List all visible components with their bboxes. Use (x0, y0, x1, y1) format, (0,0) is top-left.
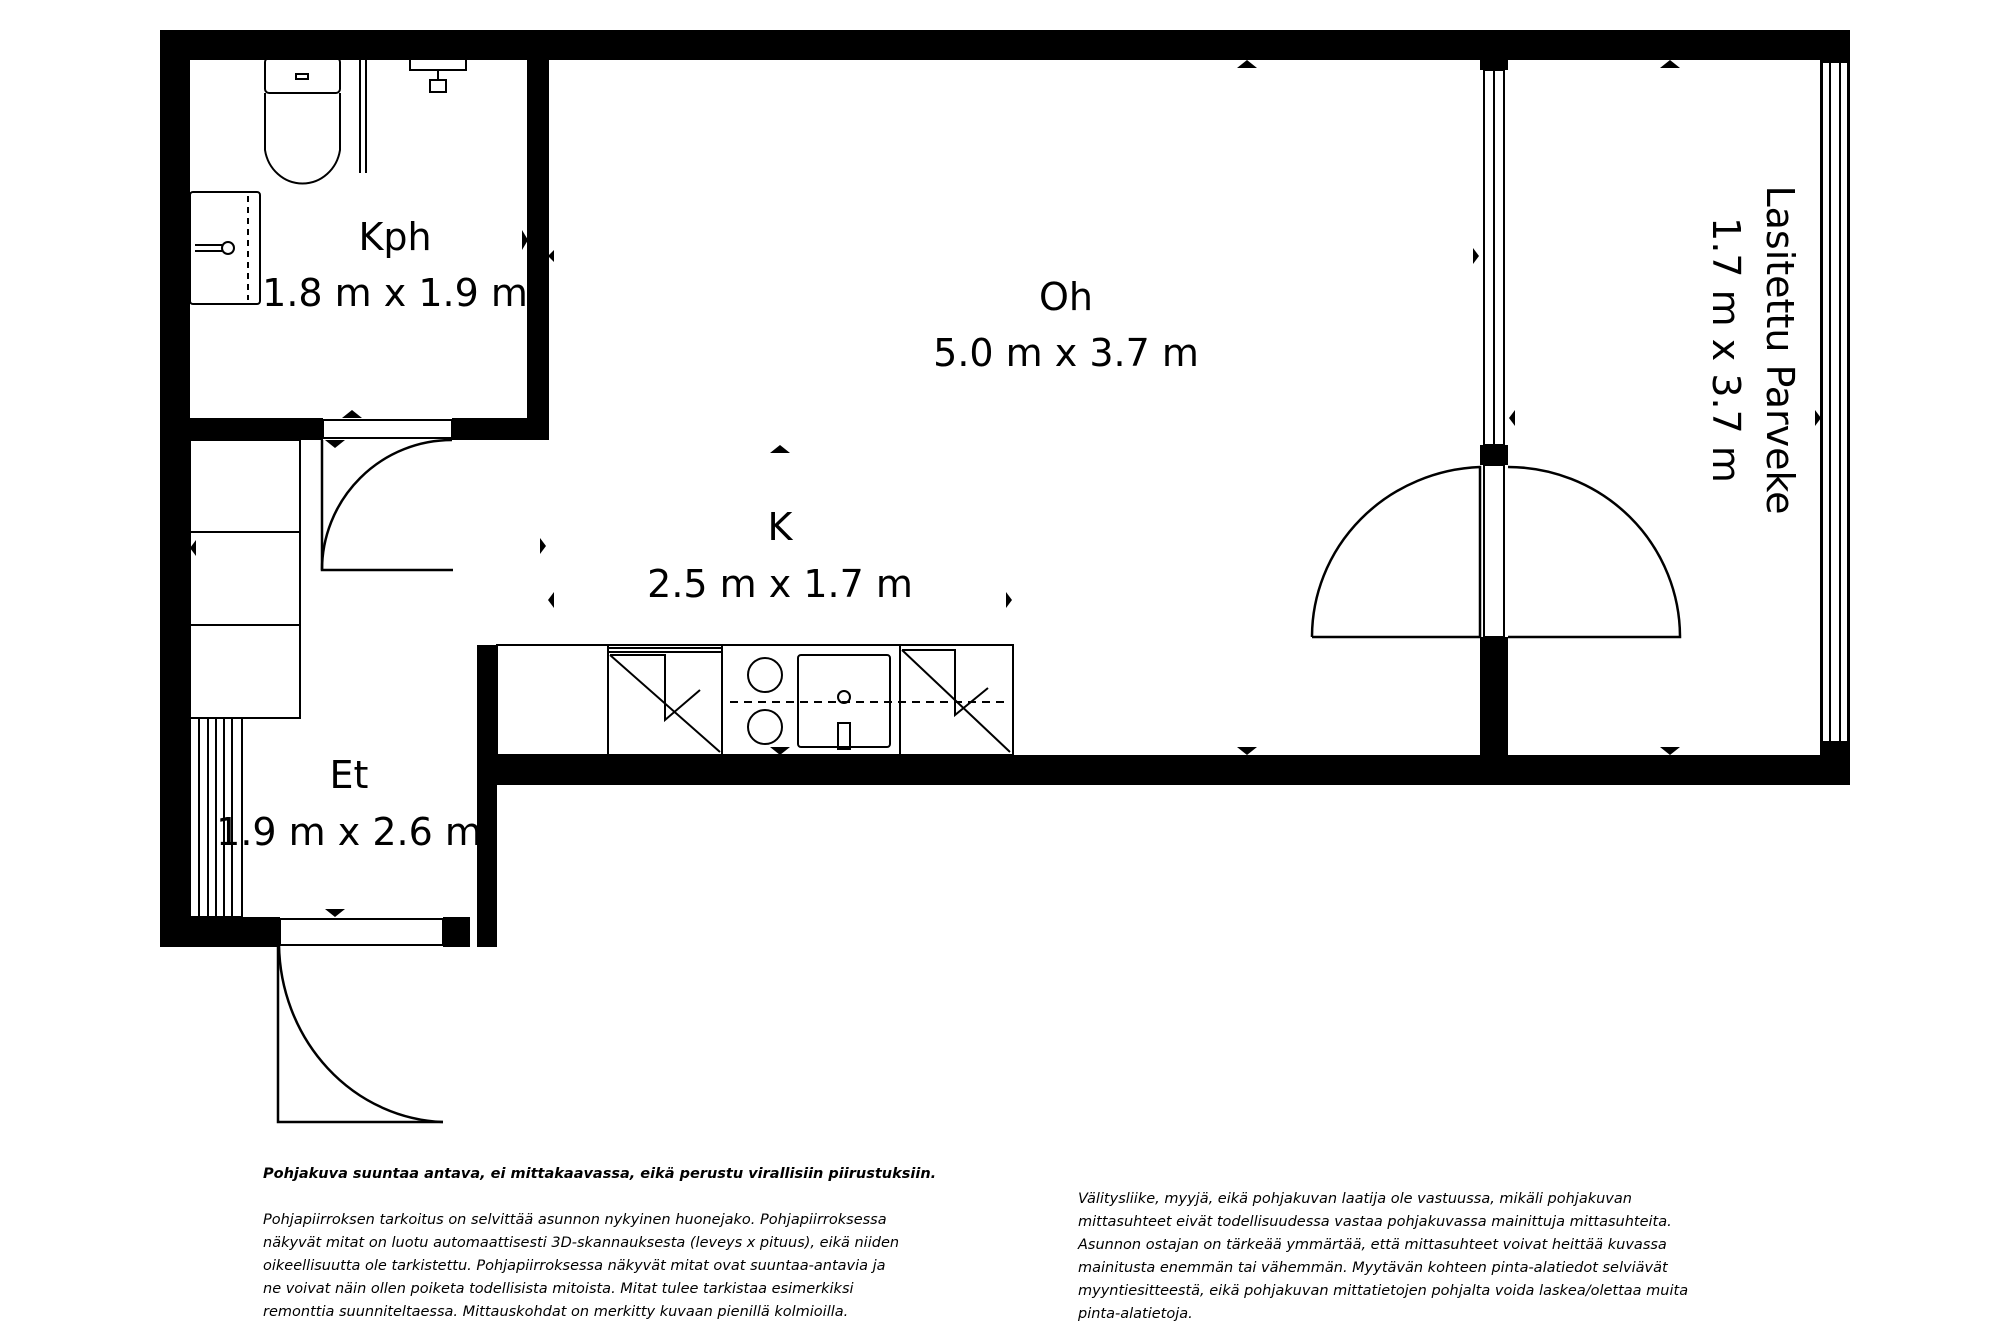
disclaimer-right (1078, 1188, 1798, 1326)
room-name-oh: Oh (1039, 275, 1093, 319)
room-size-et: 1.9 m x 2.6 m (216, 810, 482, 854)
wardrobe (190, 440, 300, 718)
disclaimer-left-line: oikeellisuutta ole tarkistettu. Pohjapiirroksessa näkyvät mitat ovat suuntaa-antavia ja (263, 1258, 886, 1274)
room-name-et: Et (329, 753, 369, 797)
disclaimer-right-line: mittasuhteet eivät todellisuudessa vastaa pohjakuvassa mainittuja mittasuhteita. (1078, 1214, 1672, 1230)
disclaimer-right-line: Asunnon ostajan on tärkeää ymmärtää, että mittasuhteet voivat heittää kuvassa (1078, 1237, 1667, 1253)
toilet-bowl (265, 93, 340, 184)
disclaimer-left-line: näkyvät mitat on luotu automaattisesti 3D-skannauksesta (leveys x pituus), eikä niiden (263, 1235, 900, 1251)
hob-burner (748, 658, 782, 692)
room-name-kph: Kph (358, 215, 432, 259)
fridge-symbol (610, 655, 720, 752)
room-size-parveke: 1.7 m x 3.7 m (1704, 217, 1748, 483)
disclaimer-heading: Pohjakuva suuntaa antava, ei mittakaavassa, eikä perustu virallisiin piirustuksiin. (263, 1166, 937, 1182)
room-size-k: 2.5 m x 1.7 m (647, 562, 913, 606)
disclaimer-left-line: ne voivat näin ollen poiketa todellisista mitoista. Mitat tulee tarkistaa esimerkiksi (263, 1281, 854, 1297)
toilet-tank (265, 58, 340, 93)
disclaimer-left-line: remonttia suunniteltaessa. Mittauskohdat on merkitty kuvaan pienillä kolmioilla. (263, 1304, 849, 1320)
measurement-markers (190, 60, 1821, 917)
disclaimer-right-line: Välitysliike, myyjä, eikä pohjakuvan laatija ole vastuussa, mikäli pohjakuvan (1078, 1191, 1632, 1207)
hob-burner (748, 710, 782, 744)
bathroom-fixtures (190, 58, 466, 304)
room-name-k: K (767, 505, 793, 549)
room-labels (216, 185, 1802, 854)
disclaimer-left (263, 1163, 963, 1324)
kitchen-counter (497, 645, 1013, 755)
disclaimer-right-line: pinta-alatietoja. (1078, 1306, 1193, 1322)
disclaimer-right-line: mainitusta enemmän tai vähemmän. Myytävän kohteen pinta-alatiedot selviävät (1078, 1260, 1668, 1276)
disclaimer-left-line: Pohjapiirroksen tarkoitus on selvittää asunnon nykyinen huonejako. Pohjapiirroksessa (263, 1212, 887, 1228)
bathroom-sink (190, 192, 260, 304)
room-name-parveke: Lasitettu Parveke (1758, 185, 1802, 515)
disclaimer-right-line: myyntiesitteestä, eikä pohjakuvan mittatietojen pohjalta voida laskea/olettaa muita (1078, 1283, 1689, 1299)
room-size-oh: 5.0 m x 3.7 m (933, 331, 1199, 375)
room-size-kph: 1.8 m x 1.9 m (262, 271, 528, 315)
